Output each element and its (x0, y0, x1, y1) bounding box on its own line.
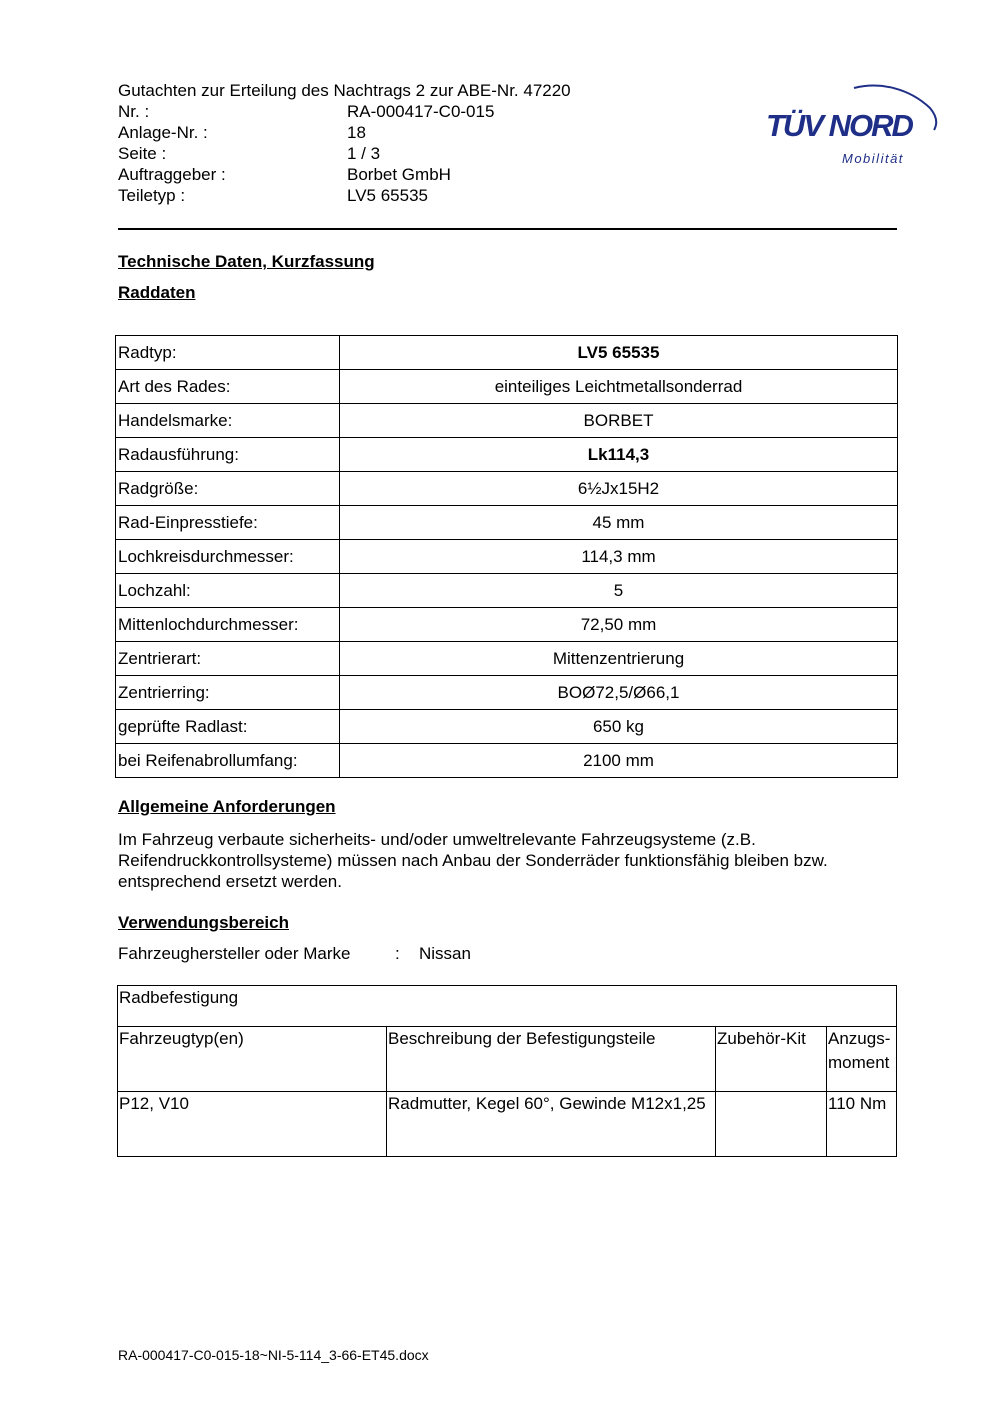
marke-value: Nissan (419, 944, 471, 963)
row-value: 5 (340, 574, 898, 608)
row-value: BORBET (340, 404, 898, 438)
header-value: RA-000417-C0-015 (347, 102, 495, 121)
row-label: Art des Rades: (116, 370, 340, 404)
header-row-nr (118, 101, 571, 122)
table-row (116, 676, 898, 710)
row-value: BOØ72,5/Ø66,1 (340, 676, 898, 710)
row-value: 114,3 mm (340, 540, 898, 574)
header-row-anlage (118, 122, 571, 143)
section-title-allgemein: Allgemeine Anforderungen (118, 797, 336, 816)
table-row (116, 574, 898, 608)
header-key: Nr. : (118, 102, 150, 121)
table-row (118, 1092, 897, 1157)
header-value: Borbet GmbH (347, 165, 451, 184)
row-value: Lk114,3 (340, 438, 898, 472)
row-value: 72,50 mm (340, 608, 898, 642)
row-label: Radausführung: (116, 438, 340, 472)
header-key: Anlage-Nr. : (118, 123, 208, 142)
table-row (116, 506, 898, 540)
table-row (116, 370, 898, 404)
table-row (116, 608, 898, 642)
row-label: Lochkreisdurchmesser: (116, 540, 340, 574)
logo-wordmark: TÜV NORD (766, 108, 912, 143)
header-key: Auftraggeber : (118, 165, 226, 184)
table-cell: P12, V10 (118, 1092, 387, 1157)
raddaten-table (115, 335, 898, 778)
table-row (116, 438, 898, 472)
marke-line (118, 944, 471, 964)
logo-subtitle: Mobilität (842, 151, 904, 166)
header-value: LV5 65535 (347, 186, 428, 205)
row-label: Zentrierart: (116, 642, 340, 676)
row-value: 2100 mm (340, 744, 898, 778)
header-value: 18 (347, 123, 366, 142)
table-row (116, 336, 898, 370)
table-row (116, 744, 898, 778)
row-value: Mittenzentrierung (340, 642, 898, 676)
section-title-raddaten: Raddaten (118, 283, 196, 302)
row-value: 650 kg (340, 710, 898, 744)
marke-label: Fahrzeughersteller oder Marke (118, 944, 351, 963)
row-label: Zentrierring: (116, 676, 340, 710)
table-row (116, 710, 898, 744)
row-value: LV5 65535 (340, 336, 898, 370)
row-value: einteiliges Leichtmetallsonderrad (340, 370, 898, 404)
row-label: Mittenlochdurchmesser: (116, 608, 340, 642)
table-cell: Radmutter, Kegel 60°, Gewinde M12x1,25 (387, 1092, 716, 1157)
row-value: 6½Jx15H2 (340, 472, 898, 506)
header-title: Gutachten zur Erteilung des Nachtrags 2 zur ABE-Nr. 47220 (118, 81, 571, 100)
table-header-row (118, 1027, 897, 1092)
allgemein-paragraph: Im Fahrzeug verbaute sicherheits- und/oder umweltrelevante Fahrzeugsysteme (z.B. Reifendruckkontrollsysteme) müssen nach Anbau der Sonderräder funktionsfähig bleiben bzw. entsprechend ersetzt werden. (118, 830, 828, 891)
column-header: Anzugs-moment (827, 1027, 897, 1092)
header-divider (118, 228, 897, 230)
radbefestigung-table (117, 985, 897, 1157)
table-cell: 110 Nm (827, 1092, 897, 1157)
header-key: Teiletyp : (118, 186, 186, 205)
section-title-verwendung: Verwendungsbereich (118, 913, 289, 932)
table-row (116, 472, 898, 506)
row-label: Radtyp: (116, 336, 340, 370)
document-header (118, 80, 571, 206)
row-label: geprüfte Radlast: (116, 710, 340, 744)
marke-separator: : (395, 944, 400, 963)
table-cell (716, 1092, 827, 1157)
table-row (116, 404, 898, 438)
header-row-auftraggeber (118, 164, 571, 185)
section-title-tech: Technische Daten, Kurzfassung (118, 252, 375, 271)
row-label: Handelsmarke: (116, 404, 340, 438)
column-header: Fahrzeugtyp(en) (118, 1027, 387, 1092)
row-label: Radgröße: (116, 472, 340, 506)
header-value: 1 / 3 (347, 144, 381, 163)
header-row-seite (118, 143, 571, 164)
table-row (118, 986, 897, 1027)
tuv-nord-logo (762, 58, 942, 173)
table-title: Radbefestigung (118, 986, 897, 1027)
column-header: Beschreibung der Befestigungsteile (387, 1027, 716, 1092)
row-value: 45 mm (340, 506, 898, 540)
table-row (116, 540, 898, 574)
header-key: Seite : (118, 144, 167, 163)
row-label: Rad-Einpresstiefe: (116, 506, 340, 540)
row-label: Lochzahl: (116, 574, 340, 608)
row-label: bei Reifenabrollumfang: (116, 744, 340, 778)
header-row-teiletyp (118, 185, 571, 206)
table-row (116, 642, 898, 676)
column-header: Zubehör-Kit (716, 1027, 827, 1092)
footer-filename: RA-000417-C0-015-18~NI-5-114_3-66-ET45.docx (118, 1347, 429, 1363)
